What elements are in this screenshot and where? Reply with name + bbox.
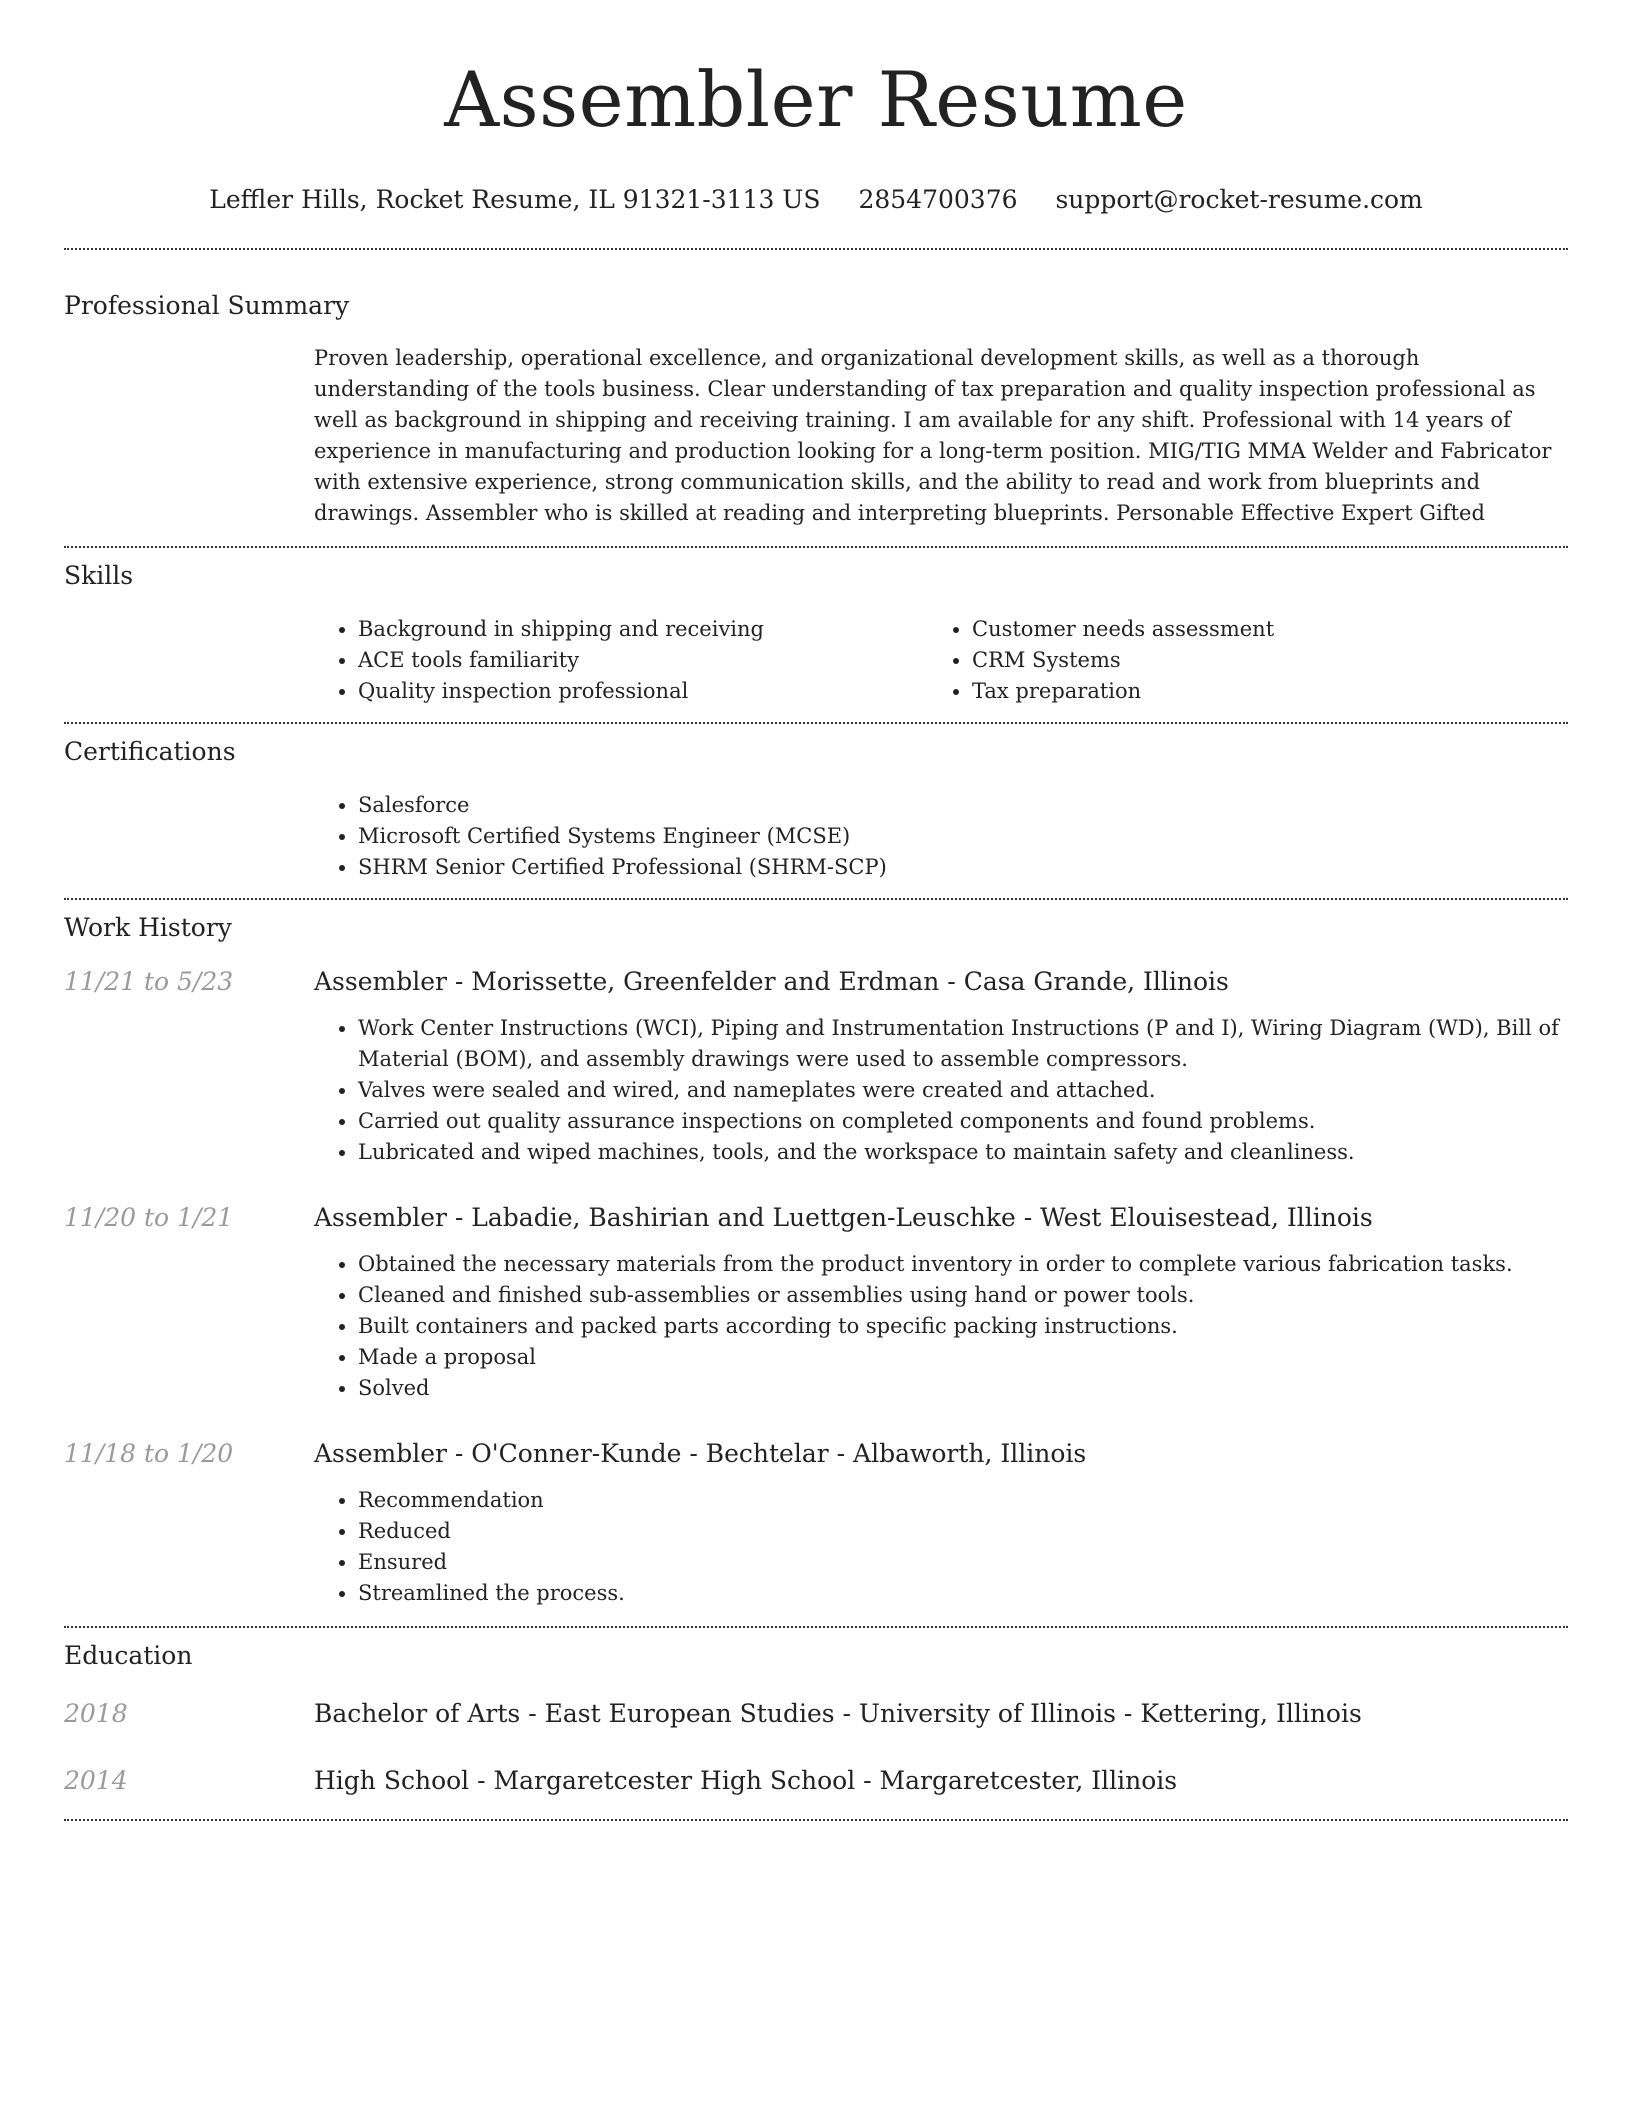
divider [64, 546, 1568, 548]
divider [64, 1819, 1568, 1821]
job-bullets [314, 1485, 1568, 1609]
summary-text: Proven leadership, operational excellence, and organizational development skills, as well as a thorough understanding of the tools business. Clear understanding of tax preparation and quality inspection professional as well as background in shipping and receiving training. I am available for any shift. Professional with 14 years of experience in manufacturing and production looking for a long-term position. MIG/TIG MMA Welder and Fabricator with extensive experience, strong communication skills, and the ability to read and work from blueprints and drawings. Assembler who is skilled at reading and interpreting blueprints. Personable Effective Expert Gifted [314, 346, 1552, 525]
certification-item: • Microsoft Certified Systems Engineer (MCSE) [358, 821, 1568, 852]
summary-content [314, 343, 1568, 529]
certifications-content [314, 790, 1568, 883]
job-header [64, 1438, 1568, 1470]
contact-line [64, 184, 1568, 216]
education-entry [64, 1765, 1568, 1797]
skill-item: • Background in shipping and receiving [358, 614, 928, 645]
job-bullet: • Streamlined the process. [358, 1578, 1568, 1609]
job-dates: 11/20 to 1/21 [64, 1203, 234, 1232]
job-dates: 11/21 to 5/23 [64, 967, 234, 996]
job-title: Assembler - Labadie, Bashirian and Luettgen-Leuschke - West Elouisestead, Illinois [314, 1203, 1373, 1232]
resume-title: Assembler Resume [444, 55, 1188, 144]
divider [64, 1626, 1568, 1628]
job-bullet: • Valves were sealed and wired, and nameplates were created and attached. [358, 1075, 1568, 1106]
phone: 2854700376 [858, 185, 1018, 214]
section-title-summary: Professional Summary [64, 291, 350, 320]
skill-item: • ACE tools familiarity [358, 645, 928, 676]
section-title-certifications: Certifications [64, 737, 236, 766]
section-title-education: Education [64, 1641, 193, 1670]
job-bullet: • Recommendation [358, 1485, 1568, 1516]
section-title-skills: Skills [64, 561, 134, 590]
education-year: 2018 [64, 1699, 128, 1728]
skills-list [314, 614, 1568, 707]
job-bullet: • Reduced [358, 1516, 1568, 1547]
section-title-work-history: Work History [64, 913, 232, 942]
education-degree: High School - Margaretcester High School - Margaretcester, Illinois [314, 1766, 1178, 1795]
job-dates: 11/18 to 1/20 [64, 1439, 234, 1468]
job-bullet: • Built containers and packed parts according to specific packing instructions. [358, 1311, 1568, 1342]
skills-column-left [314, 614, 928, 707]
certifications-list [314, 790, 1568, 883]
job-entry [64, 1202, 1568, 1404]
job-bullets [314, 1013, 1568, 1168]
job-bullets [314, 1249, 1568, 1404]
skill-item: • Quality inspection professional [358, 676, 928, 707]
skill-item: • CRM Systems [972, 645, 1542, 676]
certification-item: • SHRM Senior Certified Professional (SHRM-SCP) [358, 852, 1568, 883]
summary-section [64, 290, 1568, 529]
skills-column-right [928, 614, 1542, 707]
education-section [64, 1640, 1568, 1797]
resume-page [64, 0, 1568, 1821]
email: support@rocket-resume.com [1055, 185, 1423, 214]
job-bullet: • Lubricated and wiped machines, tools, and the workspace to maintain safety and cleanliness. [358, 1137, 1568, 1168]
skills-section [64, 560, 1568, 707]
job-bullet: • Made a proposal [358, 1342, 1568, 1373]
certification-item: • Salesforce [358, 790, 1568, 821]
skill-item: • Customer needs assessment [972, 614, 1542, 645]
education-degree: Bachelor of Arts - East European Studies - University of Illinois - Kettering, Illinois [314, 1699, 1362, 1728]
divider [64, 248, 1568, 250]
work-history-section [64, 912, 1568, 1609]
job-title: Assembler - O'Conner-Kunde - Bechtelar - Albaworth, Illinois [314, 1439, 1087, 1468]
job-bullet: • Work Center Instructions (WCI), Piping and Instrumentation Instructions (P and I), Wiring Diagram (WD), Bill of Material (BOM), and assembly drawings were used to assemble compressors. [358, 1013, 1568, 1075]
job-header [64, 966, 1568, 998]
job-entry [64, 966, 1568, 1168]
job-bullet: • Cleaned and finished sub-assemblies or assemblies using hand or power tools. [358, 1280, 1568, 1311]
job-bullet: • Solved [358, 1373, 1568, 1404]
education-entry [64, 1698, 1568, 1730]
skill-item: • Tax preparation [972, 676, 1542, 707]
job-bullet: • Obtained the necessary materials from the product inventory in order to complete various fabrication tasks. [358, 1249, 1568, 1280]
job-bullet: • Ensured [358, 1547, 1568, 1578]
job-header [64, 1202, 1568, 1234]
address: Leffler Hills, Rocket Resume, IL 91321-3113 US [209, 185, 821, 214]
job-entry [64, 1438, 1568, 1609]
divider [64, 722, 1568, 724]
job-bullet: • Carried out quality assurance inspections on completed components and found problems. [358, 1106, 1568, 1137]
divider [64, 898, 1568, 900]
job-title: Assembler - Morissette, Greenfelder and Erdman - Casa Grande, Illinois [314, 967, 1229, 996]
education-year: 2014 [64, 1766, 128, 1795]
certifications-section [64, 736, 1568, 883]
